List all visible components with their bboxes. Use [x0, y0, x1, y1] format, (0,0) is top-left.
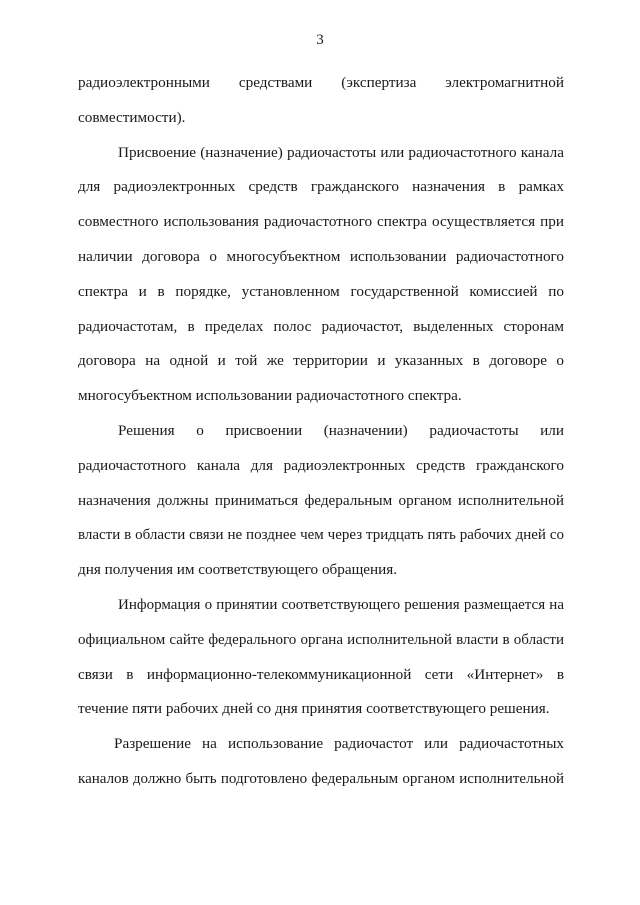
paragraph-permission	[78, 727, 564, 797]
text-line: связи в информационно-телекоммуникационной сети «Интернет» в	[78, 665, 564, 683]
text-line: течение пяти рабочих дней со дня принятия соответствующего решения.	[78, 700, 550, 718]
text-line: радиочастотам, в пределах полос радиочастот, выделенных сторонам	[78, 317, 564, 335]
page-number: 3	[316, 32, 324, 48]
text-line: для радиоэлектронных средств гражданского назначения в рамках	[78, 178, 564, 196]
text-line: Разрешение на использование радиочастот или радиочастотных	[114, 735, 564, 753]
paragraph-continuation	[78, 66, 564, 136]
text-line: власти в области связи не позднее чем через тридцать пять рабочих дней со	[78, 527, 564, 544]
text-line: Информация о принятии соответствующего решения размещается на	[118, 596, 564, 613]
paragraph-frequency-assignment	[78, 136, 564, 414]
text-line: Решения о присвоении (назначении) радиочастоты или	[118, 421, 564, 439]
text-line: радиочастотного канала для радиоэлектронных средств гражданского	[78, 456, 564, 474]
document-body	[78, 66, 564, 797]
text-line: Присвоение (назначение) радиочастоты или радиочастотного канала	[118, 143, 564, 161]
text-line: дня получения им соответствующего обращения.	[78, 561, 398, 579]
text-line: назначения должны приниматься федеральным органом исполнительной	[78, 491, 564, 509]
text-line: спектра и в порядке, установленном государственной комиссией по	[78, 282, 564, 300]
text-line: официальном сайте федерального органа исполнительной власти в области	[78, 631, 564, 648]
text-line: совместного использования радиочастотного спектра осуществляется при	[78, 213, 564, 231]
paragraph-information	[78, 588, 564, 727]
text-line: радиоэлектронными средствами (экспертиза электромагнитной	[78, 74, 564, 91]
paragraph-decisions	[78, 414, 564, 588]
text-line: каналов должно быть подготовлено федеральным органом исполнительной	[78, 770, 564, 787]
text-line: наличии договора о многосубъектном использовании радиочастотного	[78, 247, 564, 265]
text-line: договора на одной и той же территории и указанных в договоре о	[78, 352, 564, 370]
text-line: многосубъектном использовании радиочастотного спектра.	[78, 387, 462, 405]
text-line: совместимости).	[78, 108, 186, 126]
